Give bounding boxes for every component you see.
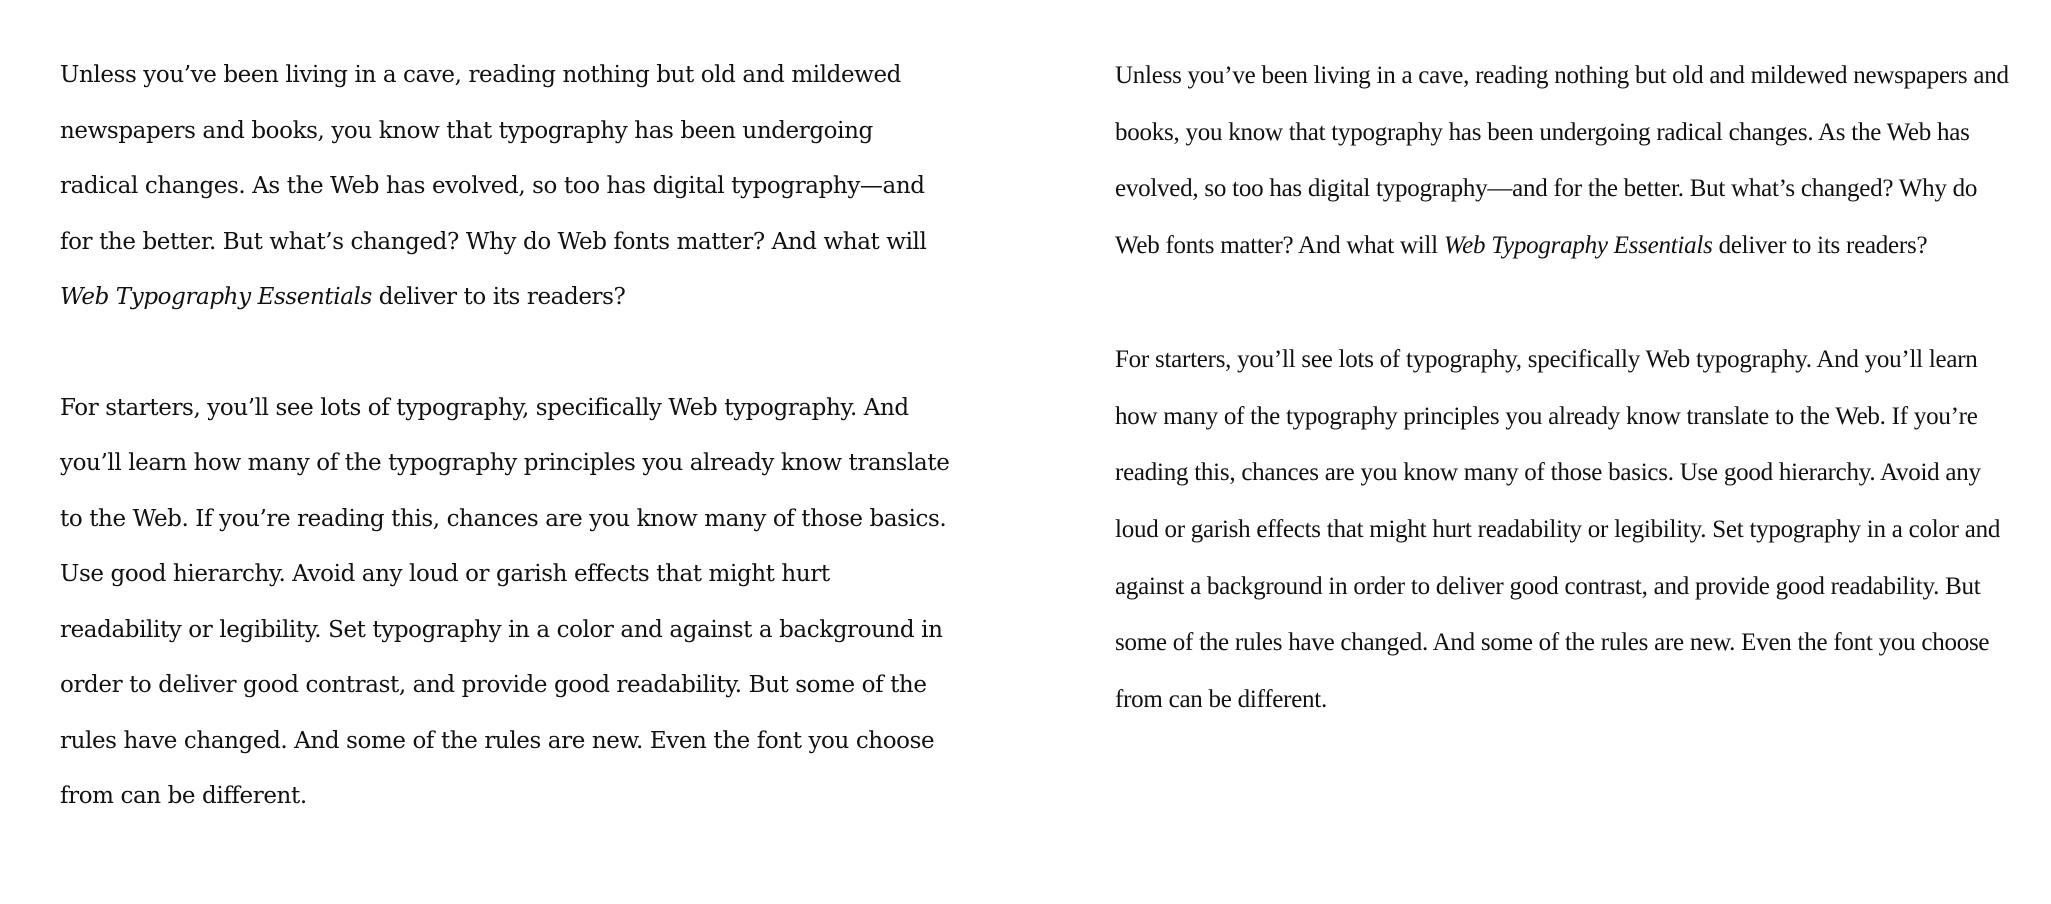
right-paragraph-intro-ending: deliver to its readers? <box>1712 232 1928 260</box>
left-book-title: Web Typography Essentials <box>60 284 372 310</box>
right-book-title: Web Typography Essentials <box>1443 232 1713 260</box>
left-text-sample <box>60 48 955 825</box>
right-paragraph-starters: For starters, you’ll see lots of typography, specifically Web typography. And you’ll learn how many of the typography principles you already know translate to the Web. If you’re reading this, chances are you know many of those basics. Use good hierarchy. Avoid any loud or garish effects that might hurt readability or legibility. Set typography in a color and against a background in order to deliver good contrast, and provide good readability. But some of the rules have changed. And some of the rules are new. Even the font you choose from can be different. <box>1115 345 2001 714</box>
left-paragraph-intro-text: Unless you’ve been living in a cave, reading nothing but old and mildewed newspapers and books, you know that typography has been undergoing radical changes. As the Web has evolved, so too has digital typography—and for the better. But what’s changed? Why do Web fonts matter? And what will <box>60 62 927 255</box>
right-text-sample <box>1115 48 2015 729</box>
left-paragraph-intro <box>60 48 955 326</box>
left-paragraph-intro-ending: deliver to its readers? <box>371 284 626 310</box>
right-paragraph-intro-text: Unless you’ve been living in a cave, reading nothing but old and mildewed newspapers and books, you know that typography has been undergoing radical changes. As the Web has evolved, so too has digital typography—and for the better. But what’s changed? Why do Web fonts matter? And what will <box>1115 62 2009 260</box>
right-paragraph-intro <box>1115 48 2015 275</box>
left-paragraph-starters: For starters, you’ll see lots of typography, specifically Web typography. And you’ll learn how many of the typography principles you already know translate to the Web. If you’re reading this, chances are you know many of those basics. Use good hierarchy. Avoid any loud or garish effects that might hurt readability or legibility. Set typography in a color and against a background in order to deliver good contrast, and provide good readability. But some of the rules have changed. And some of the rules are new. Even the font you choose from can be different. <box>60 394 950 809</box>
